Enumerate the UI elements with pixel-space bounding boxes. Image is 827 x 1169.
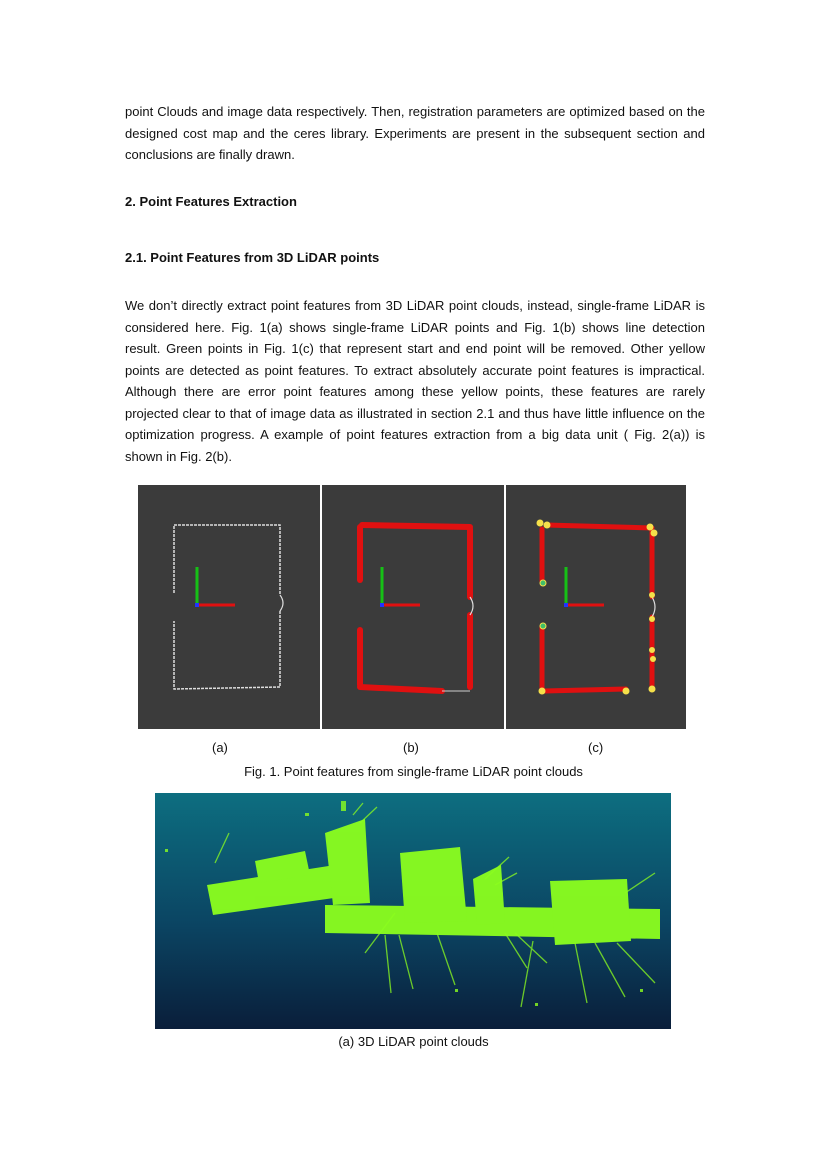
figure1-label-a: (a) — [212, 740, 228, 755]
figure1-panel-a — [138, 485, 320, 729]
endpoint-markers — [540, 580, 546, 629]
section-heading: 2. Point Features Extraction — [125, 194, 297, 209]
body-paragraph: We don’t directly extract point features from 3D LiDAR point clouds, instead, single-frame LiDAR is considered here. Fig. 1(a) shows single-frame LiDAR points and Fig. 1(b) shows line detection result. Green points in Fig. 1(c) that represent start and end point will be removed. Other yellow points are detected as point features. To extract absolutely accurate point features is impractical. Although there are error point features among these yellow points, these features are rarely projected clear to that of image data as illustrated in section 2.1 and thus have little influence on the optimization progress. A example of point features extraction from a big data unit ( Fig. 2(a)) is shown in Fig. 2(b). — [125, 298, 705, 464]
figure1-caption: Fig. 1. Point features from single-frame LiDAR point clouds — [244, 764, 583, 779]
lidar-scan-plot — [138, 485, 320, 729]
point-cloud-image — [155, 793, 671, 1029]
line-detection-plot — [322, 485, 504, 729]
figure1-panel-c — [506, 485, 686, 729]
figure1-label-c: (c) — [588, 740, 604, 755]
subsection-heading: 2.1. Point Features from 3D LiDAR points — [125, 250, 380, 265]
point-features-plot — [506, 485, 686, 729]
intro-paragraph: point Clouds and image data respectively. Then, registration parameters are optimized based on the designed cost map and the ceres library. Experiments are present in the subsequent section and conclusions are finally drawn. — [125, 104, 705, 162]
figure1-panel-b — [322, 485, 504, 729]
figure1-label-b: (b) — [403, 740, 419, 755]
point-feature-markers — [537, 520, 658, 695]
figure2-caption: (a) 3D LiDAR point clouds — [338, 1034, 489, 1049]
